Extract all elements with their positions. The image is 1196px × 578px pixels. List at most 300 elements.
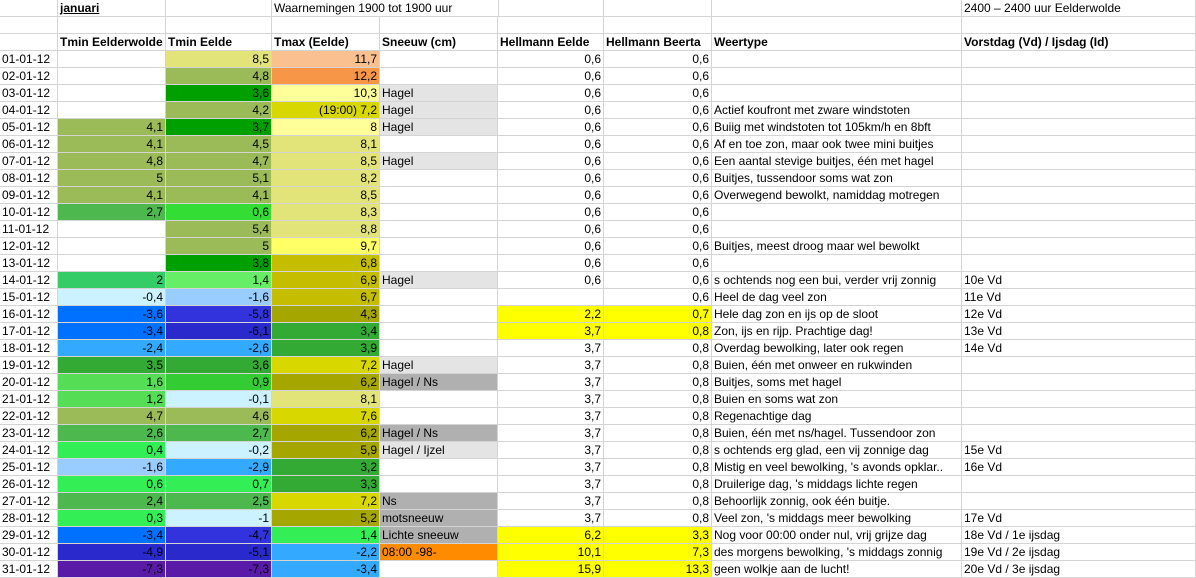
banner-label[interactable]: Waarnemingen 1900 tot 1900 uur	[272, 0, 498, 17]
cell-vorstdag[interactable]	[962, 238, 1196, 255]
cell-hellmann-eelde[interactable]	[498, 289, 604, 306]
cell-tmax-eelde[interactable]: 6,9	[272, 272, 380, 289]
cell-date[interactable]: 27-01-12	[0, 493, 58, 510]
cell-hellmann-eelde[interactable]: 0,6	[498, 204, 604, 221]
header-vorstdag[interactable]: Vorstdag (Vd) / Ijsdag (Id)	[962, 34, 1196, 51]
cell-tmin-eelde[interactable]: -0,2	[166, 442, 272, 459]
header-sneeuw[interactable]: Sneeuw (cm)	[380, 34, 498, 51]
cell-vorstdag[interactable]	[962, 51, 1196, 68]
cell-blank[interactable]	[0, 0, 58, 17]
cell-tmax-eelde[interactable]: 7,6	[272, 408, 380, 425]
cell-tmin-eelderwolde[interactable]: -7,3	[58, 561, 166, 578]
cell-vorstdag[interactable]	[962, 102, 1196, 119]
cell-sneeuw[interactable]: Hagel	[380, 102, 498, 119]
cell-hellmann-eelde[interactable]: 0,6	[498, 119, 604, 136]
cell-tmin-eelde[interactable]: 3,8	[166, 255, 272, 272]
cell-hellmann-beerta[interactable]: 0,6	[604, 51, 712, 68]
cell-tmin-eelderwolde[interactable]: 0,6	[58, 476, 166, 493]
cell-weertype[interactable]: Druilerige dag, 's middags lichte regen	[712, 476, 962, 493]
cell-weertype[interactable]	[712, 51, 962, 68]
cell-date[interactable]: 25-01-12	[0, 459, 58, 476]
cell-tmin-eelde[interactable]: 4,2	[166, 102, 272, 119]
cell-hellmann-beerta[interactable]: 0,6	[604, 153, 712, 170]
cell-hellmann-eelde[interactable]: 0,6	[498, 51, 604, 68]
cell-date[interactable]: 01-01-12	[0, 51, 58, 68]
cell-vorstdag[interactable]	[962, 85, 1196, 102]
cell-tmin-eelde[interactable]: 4,7	[166, 153, 272, 170]
cell-tmin-eelde[interactable]: 8,5	[166, 51, 272, 68]
cell-vorstdag[interactable]	[962, 493, 1196, 510]
cell-weertype[interactable]: Hele dag zon en ijs op de sloot	[712, 306, 962, 323]
cell-weertype[interactable]: Buiig met windstoten tot 105km/h en 8bft	[712, 119, 962, 136]
cell-weertype[interactable]: Buien, één met ns/hagel. Tussendoor zon	[712, 425, 962, 442]
cell-vorstdag[interactable]: 12e Vd	[962, 306, 1196, 323]
header-tmin-eelde[interactable]: Tmin Eelde	[166, 34, 272, 51]
cell-date[interactable]: 12-01-12	[0, 238, 58, 255]
cell-hellmann-beerta[interactable]: 0,6	[604, 119, 712, 136]
cell-tmin-eelde[interactable]: -1,6	[166, 289, 272, 306]
cell-blank[interactable]	[712, 17, 962, 34]
cell-tmin-eelde[interactable]: 4,6	[166, 408, 272, 425]
cell-weertype[interactable]: Veel zon, 's middags meer bewolking	[712, 510, 962, 527]
header-weertype[interactable]: Weertype	[712, 34, 962, 51]
cell-sneeuw[interactable]	[380, 289, 498, 306]
cell-tmax-eelde[interactable]: 5,9	[272, 442, 380, 459]
cell-sneeuw[interactable]: Hagel	[380, 272, 498, 289]
cell-weertype[interactable]: Af en toe zon, maar ook twee mini buitjes	[712, 136, 962, 153]
cell-tmin-eelderwolde[interactable]: -3,4	[58, 323, 166, 340]
cell-tmin-eelde[interactable]: -6,1	[166, 323, 272, 340]
cell-date[interactable]: 21-01-12	[0, 391, 58, 408]
cell-sneeuw[interactable]	[380, 51, 498, 68]
cell-hellmann-beerta[interactable]: 0,8	[604, 340, 712, 357]
cell-weertype[interactable]: Zon, ijs en rijp. Prachtige dag!	[712, 323, 962, 340]
cell-weertype[interactable]: Buien en soms wat zon	[712, 391, 962, 408]
cell-hellmann-eelde[interactable]: 0,6	[498, 272, 604, 289]
header-tmin-eelderwolde[interactable]: Tmin Eelderwolde	[58, 34, 166, 51]
cell-sneeuw[interactable]	[380, 323, 498, 340]
cell-tmin-eelde[interactable]: 4,5	[166, 136, 272, 153]
cell-weertype[interactable]	[712, 204, 962, 221]
cell-hellmann-beerta[interactable]: 0,6	[604, 272, 712, 289]
cell-tmin-eelderwolde[interactable]: 0,4	[58, 442, 166, 459]
cell-sneeuw[interactable]	[380, 187, 498, 204]
cell-blank[interactable]	[380, 17, 498, 34]
cell-tmax-eelde[interactable]: 8,5	[272, 187, 380, 204]
cell-hellmann-beerta[interactable]: 0,8	[604, 510, 712, 527]
cell-vorstdag[interactable]: 13e Vd	[962, 323, 1196, 340]
cell-tmin-eelde[interactable]: 4,1	[166, 187, 272, 204]
cell-tmax-eelde[interactable]: 5,2	[272, 510, 380, 527]
cell-vorstdag[interactable]	[962, 170, 1196, 187]
cell-tmax-eelde[interactable]: 6,8	[272, 255, 380, 272]
cell-vorstdag[interactable]: 20e Vd / 3e ijsdag	[962, 561, 1196, 578]
cell-tmin-eelde[interactable]: -2,9	[166, 459, 272, 476]
cell-hellmann-eelde[interactable]: 2,2	[498, 306, 604, 323]
cell-tmin-eelde[interactable]: -1	[166, 510, 272, 527]
cell-tmax-eelde[interactable]: 8,1	[272, 391, 380, 408]
cell-hellmann-beerta[interactable]: 0,6	[604, 136, 712, 153]
cell-hellmann-beerta[interactable]: 0,6	[604, 102, 712, 119]
cell-tmax-eelde[interactable]: 6,2	[272, 374, 380, 391]
cell-date[interactable]: 16-01-12	[0, 306, 58, 323]
cell-hellmann-beerta[interactable]: 7,3	[604, 544, 712, 561]
cell-tmin-eelde[interactable]: 3,6	[166, 85, 272, 102]
cell-hellmann-beerta[interactable]: 0,8	[604, 408, 712, 425]
cell-hellmann-eelde[interactable]: 0,6	[498, 68, 604, 85]
cell-hellmann-beerta[interactable]: 0,6	[604, 170, 712, 187]
cell-tmin-eelderwolde[interactable]: -3,4	[58, 527, 166, 544]
cell-weertype[interactable]: s ochtends erg glad, een vij zonnige dag	[712, 442, 962, 459]
cell-date[interactable]: 10-01-12	[0, 204, 58, 221]
cell-date[interactable]: 09-01-12	[0, 187, 58, 204]
cell-hellmann-eelde[interactable]: 0,6	[498, 85, 604, 102]
cell-sneeuw[interactable]: motsneeuw	[380, 510, 498, 527]
cell-weertype[interactable]: Buitjes, soms met hagel	[712, 374, 962, 391]
cell-tmin-eelderwolde[interactable]: -4,9	[58, 544, 166, 561]
cell-tmax-eelde[interactable]: 4,3	[272, 306, 380, 323]
cell-tmin-eelderwolde[interactable]: -2,4	[58, 340, 166, 357]
cell-date[interactable]: 29-01-12	[0, 527, 58, 544]
cell-date[interactable]: 30-01-12	[0, 544, 58, 561]
cell-vorstdag[interactable]	[962, 187, 1196, 204]
cell-tmin-eelde[interactable]: 5	[166, 238, 272, 255]
cell-tmin-eelderwolde[interactable]: 4,8	[58, 153, 166, 170]
cell-hellmann-beerta[interactable]: 13,3	[604, 561, 712, 578]
cell-date[interactable]: 04-01-12	[0, 102, 58, 119]
cell-hellmann-eelde[interactable]: 0,6	[498, 102, 604, 119]
cell-hellmann-beerta[interactable]: 0,6	[604, 204, 712, 221]
cell-blank[interactable]	[498, 17, 604, 34]
cell-tmin-eelderwolde[interactable]: 4,1	[58, 119, 166, 136]
cell-tmax-eelde[interactable]: 8,1	[272, 136, 380, 153]
cell-tmin-eelderwolde[interactable]: 0,3	[58, 510, 166, 527]
cell-tmax-eelde[interactable]: 6,7	[272, 289, 380, 306]
cell-weertype[interactable]	[712, 85, 962, 102]
cell-vorstdag[interactable]: 11e Vd	[962, 289, 1196, 306]
cell-hellmann-beerta[interactable]: 0,8	[604, 323, 712, 340]
cell-sneeuw[interactable]	[380, 408, 498, 425]
cell-hellmann-eelde[interactable]: 0,6	[498, 255, 604, 272]
header-tmax-eelde[interactable]: Tmax (Eelde)	[272, 34, 380, 51]
cell-tmin-eelde[interactable]: 4,8	[166, 68, 272, 85]
cell-tmin-eelderwolde[interactable]	[58, 238, 166, 255]
cell-vorstdag[interactable]	[962, 408, 1196, 425]
cell-sneeuw[interactable]	[380, 204, 498, 221]
cell-tmax-eelde[interactable]: 3,2	[272, 459, 380, 476]
cell-tmax-eelde[interactable]: 8,5	[272, 153, 380, 170]
cell-tmin-eelderwolde[interactable]: 5	[58, 170, 166, 187]
cell-hellmann-eelde[interactable]: 3,7	[498, 459, 604, 476]
cell-vorstdag[interactable]	[962, 136, 1196, 153]
cell-sneeuw[interactable]: Hagel / Ijzel	[380, 442, 498, 459]
cell-tmax-eelde[interactable]: -2,2	[272, 544, 380, 561]
cell-tmin-eelde[interactable]: 5,4	[166, 221, 272, 238]
cell-tmax-eelde[interactable]: 8	[272, 119, 380, 136]
cell-tmin-eelderwolde[interactable]	[58, 102, 166, 119]
cell-tmin-eelderwolde[interactable]: -3,6	[58, 306, 166, 323]
cell-tmax-eelde[interactable]: 8,2	[272, 170, 380, 187]
cell-tmin-eelde[interactable]: -0,1	[166, 391, 272, 408]
cell-vorstdag[interactable]: 15e Vd	[962, 442, 1196, 459]
cell-hellmann-beerta[interactable]: 0,8	[604, 374, 712, 391]
cell-hellmann-eelde[interactable]: 3,7	[498, 493, 604, 510]
cell-hellmann-beerta[interactable]: 0,6	[604, 238, 712, 255]
cell-tmin-eelde[interactable]: 3,7	[166, 119, 272, 136]
cell-date[interactable]: 11-01-12	[0, 221, 58, 238]
cell-blank[interactable]	[0, 17, 58, 34]
cell-tmin-eelderwolde[interactable]: -0,4	[58, 289, 166, 306]
cell-weertype[interactable]	[712, 255, 962, 272]
cell-sneeuw[interactable]	[380, 459, 498, 476]
cell-vorstdag[interactable]	[962, 374, 1196, 391]
header-blank[interactable]	[0, 34, 58, 51]
cell-hellmann-eelde[interactable]: 0,6	[498, 153, 604, 170]
cell-date[interactable]: 24-01-12	[0, 442, 58, 459]
cell-tmin-eelderwolde[interactable]: 2,6	[58, 425, 166, 442]
cell-hellmann-eelde[interactable]: 3,7	[498, 357, 604, 374]
cell-hellmann-beerta[interactable]: 0,8	[604, 459, 712, 476]
cell-tmin-eelde[interactable]: 0,7	[166, 476, 272, 493]
cell-hellmann-eelde[interactable]: 3,7	[498, 323, 604, 340]
cell-tmin-eelde[interactable]: 2,5	[166, 493, 272, 510]
cell-weertype[interactable]: Actief koufront met zware windstoten	[712, 102, 962, 119]
cell-sneeuw[interactable]	[380, 170, 498, 187]
cell-hellmann-beerta[interactable]: 0,7	[604, 306, 712, 323]
cell-date[interactable]: 17-01-12	[0, 323, 58, 340]
cell-date[interactable]: 03-01-12	[0, 85, 58, 102]
cell-sneeuw[interactable]: Hagel	[380, 153, 498, 170]
cell-tmax-eelde[interactable]: 7,2	[272, 493, 380, 510]
cell-hellmann-beerta[interactable]: 0,6	[604, 187, 712, 204]
cell-sneeuw[interactable]	[380, 391, 498, 408]
cell-hellmann-beerta[interactable]: 0,8	[604, 357, 712, 374]
cell-date[interactable]: 23-01-12	[0, 425, 58, 442]
cell-vorstdag[interactable]: 17e Vd	[962, 510, 1196, 527]
cell-date[interactable]: 08-01-12	[0, 170, 58, 187]
cell-hellmann-beerta[interactable]: 0,8	[604, 476, 712, 493]
cell-sneeuw[interactable]	[380, 238, 498, 255]
cell-tmax-eelde[interactable]: 1,4	[272, 527, 380, 544]
cell-vorstdag[interactable]	[962, 476, 1196, 493]
cell-vorstdag[interactable]: 10e Vd	[962, 272, 1196, 289]
cell-sneeuw[interactable]	[380, 221, 498, 238]
cell-tmax-eelde[interactable]: 10,3	[272, 85, 380, 102]
cell-tmax-eelde[interactable]: 9,7	[272, 238, 380, 255]
cell-weertype[interactable]: Buitjes, tussendoor soms wat zon	[712, 170, 962, 187]
cell-vorstdag[interactable]	[962, 425, 1196, 442]
cell-tmax-eelde[interactable]: -3,4	[272, 561, 380, 578]
cell-date[interactable]: 15-01-12	[0, 289, 58, 306]
cell-tmax-eelde[interactable]: 11,7	[272, 51, 380, 68]
cell-hellmann-beerta[interactable]: 0,6	[604, 68, 712, 85]
cell-tmin-eelderwolde[interactable]: 1,2	[58, 391, 166, 408]
cell-tmin-eelde[interactable]: 5,1	[166, 170, 272, 187]
cell-tmin-eelde[interactable]: 0,6	[166, 204, 272, 221]
cell-vorstdag[interactable]: 18e Vd / 1e ijsdag	[962, 527, 1196, 544]
cell-tmin-eelde[interactable]: -5,8	[166, 306, 272, 323]
cell-sneeuw[interactable]	[380, 136, 498, 153]
cell-tmin-eelderwolde[interactable]: 2,4	[58, 493, 166, 510]
cell-hellmann-beerta[interactable]: 0,8	[604, 391, 712, 408]
cell-hellmann-eelde[interactable]: 0,6	[498, 136, 604, 153]
cell-sneeuw[interactable]: 08:00 -98-	[380, 544, 498, 561]
cell-date[interactable]: 22-01-12	[0, 408, 58, 425]
cell-tmin-eelderwolde[interactable]: 3,5	[58, 357, 166, 374]
cell-sneeuw[interactable]: Lichte sneeuw	[380, 527, 498, 544]
cell-hellmann-eelde[interactable]: 3,7	[498, 374, 604, 391]
cell-sneeuw[interactable]: Hagel / Ns	[380, 425, 498, 442]
cell-tmin-eelderwolde[interactable]: 4,1	[58, 136, 166, 153]
cell-tmin-eelde[interactable]: -7,3	[166, 561, 272, 578]
cell-weertype[interactable]: Behoorlijk zonnig, ook één buitje.	[712, 493, 962, 510]
cell-hellmann-eelde[interactable]: 3,7	[498, 425, 604, 442]
cell-date[interactable]: 07-01-12	[0, 153, 58, 170]
cell-blank[interactable]	[604, 17, 712, 34]
cell-tmin-eelderwolde[interactable]: 2	[58, 272, 166, 289]
cell-vorstdag[interactable]	[962, 204, 1196, 221]
cell-weertype[interactable]	[712, 221, 962, 238]
cell-sneeuw[interactable]: Hagel / Ns	[380, 374, 498, 391]
cell-date[interactable]: 14-01-12	[0, 272, 58, 289]
cell-hellmann-eelde[interactable]: 15,9	[498, 561, 604, 578]
cell-sneeuw[interactable]: Hagel	[380, 85, 498, 102]
cell-hellmann-eelde[interactable]: 3,7	[498, 476, 604, 493]
cell-tmin-eelde[interactable]: -2,6	[166, 340, 272, 357]
cell-date[interactable]: 13-01-12	[0, 255, 58, 272]
cell-weertype[interactable]: geen wolkje aan de lucht!	[712, 561, 962, 578]
cell-tmin-eelde[interactable]: 0,9	[166, 374, 272, 391]
cell-tmax-eelde[interactable]: 12,2	[272, 68, 380, 85]
cell-sneeuw[interactable]: Hagel	[380, 119, 498, 136]
cell-weertype[interactable]: des morgens bewolking, 's middags zonnig	[712, 544, 962, 561]
cell-hellmann-beerta[interactable]: 0,8	[604, 425, 712, 442]
cell-date[interactable]: 20-01-12	[0, 374, 58, 391]
cell-vorstdag[interactable]: 14e Vd	[962, 340, 1196, 357]
cell-hellmann-eelde[interactable]: 6,2	[498, 527, 604, 544]
cell-blank[interactable]	[272, 17, 380, 34]
cell-weertype[interactable]: s ochtends nog een bui, verder vrij zonnig	[712, 272, 962, 289]
cell-vorstdag[interactable]: 16e Vd	[962, 459, 1196, 476]
cell-tmax-eelde[interactable]: 7,2	[272, 357, 380, 374]
cell-sneeuw[interactable]: Ns	[380, 493, 498, 510]
cell-tmin-eelderwolde[interactable]	[58, 221, 166, 238]
cell-hellmann-beerta[interactable]: 0,6	[604, 221, 712, 238]
cell-vorstdag[interactable]	[962, 221, 1196, 238]
cell-vorstdag[interactable]	[962, 255, 1196, 272]
cell-hellmann-eelde[interactable]: 3,7	[498, 340, 604, 357]
cell-hellmann-eelde[interactable]: 0,6	[498, 238, 604, 255]
cell-vorstdag[interactable]	[962, 119, 1196, 136]
cell-date[interactable]: 18-01-12	[0, 340, 58, 357]
cell-hellmann-eelde[interactable]: 0,6	[498, 187, 604, 204]
cell-hellmann-beerta[interactable]: 0,6	[604, 255, 712, 272]
cell-tmin-eelderwolde[interactable]: 2,7	[58, 204, 166, 221]
cell-date[interactable]: 26-01-12	[0, 476, 58, 493]
cell-tmax-eelde[interactable]: 6,2	[272, 425, 380, 442]
cell-tmin-eelde[interactable]: 3,6	[166, 357, 272, 374]
cell-sneeuw[interactable]: Hagel	[380, 357, 498, 374]
cell-weertype[interactable]: Nog voor 00:00 onder nul, vrij grijze dag	[712, 527, 962, 544]
cell-tmax-eelde[interactable]: 8,8	[272, 221, 380, 238]
cell-tmin-eelde[interactable]: -5,1	[166, 544, 272, 561]
cell-tmax-eelde[interactable]: 3,3	[272, 476, 380, 493]
cell-weertype[interactable]: Heel de dag veel zon	[712, 289, 962, 306]
cell-tmin-eelderwolde[interactable]: 1,6	[58, 374, 166, 391]
cell-sneeuw[interactable]	[380, 340, 498, 357]
cell-date[interactable]: 19-01-12	[0, 357, 58, 374]
cell-hellmann-beerta[interactable]: 0,6	[604, 289, 712, 306]
cell-hellmann-eelde[interactable]: 3,7	[498, 510, 604, 527]
header-hellmann-beerta[interactable]: Hellmann Beerta	[604, 34, 712, 51]
cell-blank[interactable]	[604, 0, 712, 17]
cell-tmin-eelderwolde[interactable]	[58, 68, 166, 85]
cell-weertype[interactable]: Regenachtige dag	[712, 408, 962, 425]
cell-tmin-eelderwolde[interactable]	[58, 51, 166, 68]
cell-blank[interactable]	[58, 17, 166, 34]
cell-weertype[interactable]	[712, 68, 962, 85]
cell-vorstdag[interactable]	[962, 68, 1196, 85]
cell-blank[interactable]	[712, 0, 962, 17]
cell-weertype[interactable]: Buien, één met onweer en rukwinden	[712, 357, 962, 374]
cell-weertype[interactable]: Mistig en veel bewolking, 's avonds opklar..	[712, 459, 962, 476]
cell-tmax-eelde[interactable]: 8,3	[272, 204, 380, 221]
cell-tmax-eelde[interactable]: 3,4	[272, 323, 380, 340]
cell-tmin-eelde[interactable]: -4,7	[166, 527, 272, 544]
cell-blank[interactable]	[498, 0, 604, 17]
cell-vorstdag[interactable]	[962, 357, 1196, 374]
cell-sneeuw[interactable]	[380, 476, 498, 493]
cell-hellmann-eelde[interactable]: 3,7	[498, 442, 604, 459]
cell-tmin-eelderwolde[interactable]: 4,7	[58, 408, 166, 425]
cell-weertype[interactable]: Buitjes, meest droog maar wel bewolkt	[712, 238, 962, 255]
cell-date[interactable]: 05-01-12	[0, 119, 58, 136]
cell-hellmann-beerta[interactable]: 3,3	[604, 527, 712, 544]
cell-weertype[interactable]: Overdag bewolking, later ook regen	[712, 340, 962, 357]
cell-hellmann-beerta[interactable]: 0,6	[604, 85, 712, 102]
cell-hellmann-beerta[interactable]: 0,8	[604, 493, 712, 510]
cell-tmin-eelderwolde[interactable]	[58, 255, 166, 272]
header-hellmann-eelde[interactable]: Hellmann Eelde	[498, 34, 604, 51]
cell-sneeuw[interactable]	[380, 255, 498, 272]
banner-right-label[interactable]: 2400 – 2400 uur Eelderwolde	[962, 0, 1196, 17]
cell-tmin-eelde[interactable]: 2,7	[166, 425, 272, 442]
cell-vorstdag[interactable]: 19e Vd / 2e ijsdag	[962, 544, 1196, 561]
cell-blank[interactable]	[166, 17, 272, 34]
cell-blank[interactable]	[962, 17, 1196, 34]
cell-hellmann-eelde[interactable]: 0,6	[498, 170, 604, 187]
cell-hellmann-eelde[interactable]: 10,1	[498, 544, 604, 561]
cell-hellmann-eelde[interactable]: 3,7	[498, 408, 604, 425]
cell-hellmann-beerta[interactable]: 0,8	[604, 442, 712, 459]
cell-hellmann-eelde[interactable]: 0,6	[498, 221, 604, 238]
cell-tmin-eelderwolde[interactable]	[58, 85, 166, 102]
cell-vorstdag[interactable]	[962, 391, 1196, 408]
cell-tmin-eelderwolde[interactable]: 4,1	[58, 187, 166, 204]
cell-sneeuw[interactable]	[380, 561, 498, 578]
cell-sneeuw[interactable]	[380, 68, 498, 85]
month-label[interactable]: januari	[58, 0, 166, 17]
cell-weertype[interactable]: Een aantal stevige buitjes, één met hagel	[712, 153, 962, 170]
cell-date[interactable]: 31-01-12	[0, 561, 58, 578]
cell-date[interactable]: 06-01-12	[0, 136, 58, 153]
cell-tmin-eelderwolde[interactable]: -1,6	[58, 459, 166, 476]
cell-blank[interactable]	[166, 0, 272, 17]
cell-hellmann-eelde[interactable]: 3,7	[498, 391, 604, 408]
cell-date[interactable]: 28-01-12	[0, 510, 58, 527]
cell-tmax-eelde[interactable]: (19:00) 7,2	[272, 102, 380, 119]
cell-sneeuw[interactable]	[380, 306, 498, 323]
